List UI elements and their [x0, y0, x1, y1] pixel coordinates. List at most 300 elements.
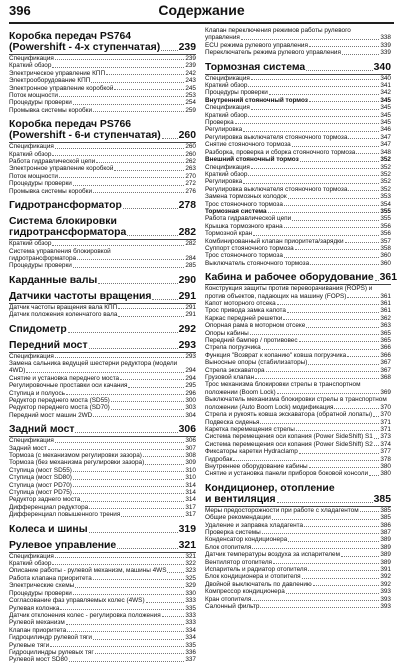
toc-line-text: Тормоза (с механизмом регулировки зазора) [9, 452, 142, 459]
toc-entry[interactable] [205, 245, 391, 252]
toc-entry[interactable] [9, 575, 196, 582]
toc-entry[interactable] [9, 180, 196, 187]
toc-line [9, 424, 196, 435]
toc-page-number: 337 [185, 656, 196, 664]
toc-entry[interactable] [205, 581, 391, 588]
section-title[interactable] [9, 200, 196, 211]
toc-line-text: Рулевой механизм [9, 619, 65, 627]
toc-page-number: 355 [380, 207, 391, 215]
toc-line [205, 164, 391, 171]
dot-leader [309, 467, 380, 468]
toc-entry[interactable] [9, 353, 196, 360]
toc-section [9, 291, 196, 319]
page-header [9, 2, 394, 24]
toc-section [205, 483, 391, 611]
toc-entry[interactable] [205, 596, 391, 603]
toc-page-number: 353 [380, 193, 391, 201]
toc-line-text: Кран отопителя [205, 595, 252, 603]
toc-line-text: Регулировочные проставки оси качания [9, 382, 128, 390]
toc-line [9, 255, 196, 262]
toc-page-number: 356 [380, 222, 391, 230]
toc-page-number: 392 [380, 573, 391, 581]
toc-page-number: 335 [185, 604, 196, 612]
toc-entry[interactable] [9, 567, 196, 574]
dot-leader [284, 205, 379, 206]
dot-leader [347, 297, 379, 298]
toc-entry[interactable] [9, 77, 196, 84]
toc-page-number: 243 [185, 77, 196, 85]
toc-line [205, 330, 391, 337]
toc-entry[interactable] [9, 504, 196, 511]
toc-entry[interactable] [205, 119, 391, 126]
dot-leader [306, 70, 372, 71]
toc-line-text: Конденсатор кондиционера [205, 536, 288, 544]
dot-leader [52, 67, 184, 68]
toc-entry[interactable] [205, 381, 391, 396]
toc-line-text: Регулировка [205, 126, 243, 134]
toc-entry[interactable] [205, 315, 391, 322]
dot-leader [313, 585, 380, 586]
dot-leader [288, 198, 380, 199]
section-title[interactable] [9, 524, 196, 535]
toc-entry[interactable] [9, 634, 196, 641]
toc-line [205, 588, 391, 595]
toc-entry[interactable] [205, 252, 391, 259]
toc-entry[interactable] [205, 456, 391, 463]
dot-leader [106, 74, 184, 75]
toc-page-number: 371 [380, 418, 391, 426]
toc-entry[interactable] [205, 307, 391, 314]
toc-line-text: Датчик частоты вращения вала КПП [9, 303, 118, 311]
toc-line-text: Рулевой мост SD80 [9, 656, 68, 664]
toc-line [9, 324, 196, 335]
toc-entry[interactable] [205, 49, 391, 56]
dot-leader [26, 372, 184, 373]
toc-entry[interactable] [205, 112, 391, 119]
toc-page-number: 338 [380, 34, 391, 42]
dot-leader [345, 242, 380, 243]
section-title[interactable] [9, 540, 196, 551]
toc-entry[interactable] [9, 92, 196, 99]
toc-line-text: Ступица (мост SD80) [9, 474, 72, 482]
toc-entry[interactable] [205, 215, 391, 222]
toc-line-text: Каретка перемещения стрелы [205, 425, 295, 433]
toc-entry[interactable] [9, 489, 196, 496]
toc-line-text: Описание работы - рулевой механизм, машины 4WS [9, 567, 167, 575]
toc-line-text: Опорная рама в моторном отсеке [205, 322, 306, 330]
dot-leader [118, 308, 184, 309]
dot-leader [266, 371, 380, 372]
toc-line-text: Клапан переключения режимов работы рулевого [205, 27, 351, 34]
dot-leader [162, 138, 178, 139]
toc-page-number: 380 [380, 462, 391, 470]
toc-line [205, 315, 391, 322]
page-number: 396 [9, 3, 31, 18]
toc-entry[interactable] [205, 134, 391, 141]
toc-line [9, 390, 196, 397]
toc-entry[interactable] [205, 260, 391, 267]
toc-entry[interactable] [205, 588, 391, 595]
section-title-line: Коробка передач PS766 [9, 119, 132, 131]
dot-leader [243, 183, 379, 184]
toc-entry[interactable] [9, 404, 196, 411]
toc-line-text: Работа гидравлической цепи [9, 158, 96, 166]
toc-line-text: Система перемещения оси копания (Power SideShift) S2 [205, 440, 373, 448]
toc-line [9, 649, 196, 656]
toc-line-text: Кабина и рабочее оборудование [205, 272, 374, 284]
toc-line-text: Спецификация [9, 55, 54, 62]
toc-page-number: 276 [185, 187, 196, 195]
toc-entry[interactable] [205, 171, 391, 178]
toc-entry[interactable] [205, 544, 391, 551]
toc-entry[interactable] [205, 419, 391, 426]
toc-line-text: Процедуры проверки [9, 180, 72, 188]
toc-page-number: 352 [380, 156, 391, 164]
dot-leader [73, 493, 184, 494]
toc-page-number: 348 [380, 148, 391, 156]
toc-entry[interactable] [205, 285, 391, 300]
dot-leader [287, 312, 379, 313]
toc-section [205, 62, 391, 268]
toc-entry[interactable] [9, 496, 196, 503]
toc-entry[interactable] [9, 597, 196, 604]
toc-entry[interactable] [205, 337, 391, 344]
toc-line-text: положении (Auto Boom Lock) модификация [205, 403, 334, 411]
section-entries [9, 436, 196, 518]
toc-entry[interactable] [9, 445, 196, 452]
toc-line [205, 433, 391, 440]
toc-line [9, 240, 196, 247]
dot-leader [95, 653, 185, 654]
toc-line [9, 367, 196, 374]
dot-leader [60, 609, 184, 610]
toc-page-number: 363 [380, 322, 391, 330]
toc-page-number: 335 [185, 641, 196, 649]
toc-line-text: Спецификация [205, 74, 250, 82]
section-title[interactable] [205, 272, 397, 284]
toc-entry[interactable] [205, 230, 391, 237]
toc-entry[interactable] [9, 165, 196, 172]
toc-page-number: 369 [380, 388, 391, 396]
toc-entry[interactable] [205, 300, 391, 307]
toc-line [205, 149, 391, 156]
toc-entry[interactable] [9, 360, 196, 375]
dot-leader [69, 661, 185, 662]
dot-leader [59, 96, 184, 97]
toc-entry[interactable] [205, 89, 391, 96]
toc-page-number: 270 [185, 172, 196, 180]
toc-section [9, 340, 196, 420]
toc-entry[interactable] [205, 27, 391, 42]
toc-line-text: Вентилятор отопителя [205, 558, 273, 566]
toc-line [9, 130, 196, 141]
toc-line-text: управления [205, 34, 240, 42]
section-title[interactable] [9, 275, 196, 286]
section-title[interactable] [9, 216, 196, 238]
toc-entry[interactable] [9, 412, 196, 419]
dot-leader [348, 190, 379, 191]
toc-entry[interactable] [9, 482, 196, 489]
toc-line-text: Клапан приоритета [9, 626, 67, 634]
section-title[interactable] [9, 424, 196, 435]
toc-line [205, 529, 391, 536]
toc-entry[interactable] [9, 62, 196, 69]
toc-entry[interactable] [9, 151, 196, 158]
toc-entry[interactable] [205, 448, 391, 455]
toc-line-text: Двойной выключатель по давлению [205, 580, 312, 588]
toc-line-text: Спецификация [9, 352, 54, 360]
toc-page-number: 260 [178, 130, 196, 142]
toc-line-text: Процедуры проверки [9, 262, 72, 270]
toc-page-number: 370 [380, 403, 391, 411]
toc-entry[interactable] [205, 433, 391, 440]
toc-line [205, 544, 391, 551]
section-title[interactable] [9, 291, 196, 302]
toc-entry[interactable] [9, 582, 196, 589]
section-title[interactable] [9, 119, 196, 141]
toc-page-number: 245 [185, 84, 196, 92]
toc-line-text: Снятие стояночного тормоза [205, 141, 291, 149]
toc-entry[interactable] [9, 397, 196, 404]
section-title[interactable] [9, 31, 196, 53]
dot-leader [356, 153, 379, 154]
toc-entry[interactable] [205, 536, 391, 543]
toc-entry[interactable] [205, 411, 391, 418]
toc-entry[interactable] [9, 240, 196, 247]
toc-line [9, 540, 196, 551]
toc-line [205, 603, 391, 610]
toc-line [205, 97, 391, 104]
toc-entry[interactable] [205, 178, 391, 185]
toc-entry[interactable] [205, 522, 391, 529]
toc-entry[interactable] [205, 82, 391, 89]
toc-entry[interactable] [205, 126, 391, 133]
dot-leader [55, 59, 184, 60]
toc-entry[interactable] [9, 437, 196, 444]
dot-leader [295, 249, 380, 250]
dot-leader [369, 475, 379, 476]
toc-entry[interactable] [9, 173, 196, 180]
toc-entry[interactable] [9, 590, 196, 597]
toc-entry[interactable] [9, 612, 196, 619]
toc-entry[interactable] [9, 390, 196, 397]
toc-entry[interactable] [205, 149, 391, 156]
toc-page-number: 393 [380, 588, 391, 596]
section-title[interactable] [205, 483, 391, 505]
toc-entry[interactable] [9, 85, 196, 92]
toc-entry[interactable] [9, 649, 196, 656]
dot-leader [251, 79, 379, 80]
toc-entry[interactable] [205, 344, 391, 351]
toc-entry[interactable] [205, 396, 391, 411]
toc-line [205, 551, 391, 558]
toc-entry[interactable] [9, 553, 196, 560]
toc-entry[interactable] [9, 467, 196, 474]
toc-entry[interactable] [205, 441, 391, 448]
toc-entry[interactable] [205, 156, 391, 163]
toc-entry[interactable] [9, 107, 196, 114]
toc-page-number: 389 [380, 543, 391, 551]
toc-entry[interactable] [205, 75, 391, 82]
toc-entry[interactable] [205, 330, 391, 337]
toc-line-text: Регулировка [205, 178, 243, 186]
toc-entry[interactable] [9, 656, 196, 663]
toc-entry[interactable] [205, 193, 391, 200]
toc-page-number: 282 [185, 240, 196, 248]
section-title[interactable] [9, 340, 196, 351]
section-entries [9, 303, 196, 319]
toc-line [205, 193, 391, 200]
toc-line [205, 344, 391, 351]
toc-entry[interactable] [205, 573, 391, 580]
dot-leader [48, 449, 185, 450]
toc-line [9, 627, 196, 634]
toc-entry[interactable] [205, 42, 391, 49]
toc-line-text: Блок кондиционера и отопителя [205, 573, 301, 581]
dot-leader [310, 264, 379, 265]
toc-entry[interactable] [205, 104, 391, 111]
toc-entry[interactable] [205, 367, 391, 374]
toc-entry[interactable] [205, 322, 391, 329]
toc-entry[interactable] [205, 186, 391, 193]
toc-line [9, 151, 196, 158]
toc-line-text: Система управления блокировкой [9, 247, 111, 255]
toc-entry[interactable] [205, 359, 391, 366]
dot-leader [243, 131, 379, 132]
toc-entry[interactable] [9, 605, 196, 612]
toc-line-text: Процедуры проверки [205, 89, 268, 97]
toc-page-number: 321 [185, 552, 196, 560]
toc-entry[interactable] [9, 311, 196, 318]
toc-line-text: Трос привода замка капота [205, 307, 286, 315]
toc-line [205, 178, 391, 185]
toc-line [9, 489, 196, 496]
toc-line-text: Подвеска сиденья [205, 418, 260, 426]
toc-line-text: Гидроцилиндры рулевых тяг [9, 648, 94, 656]
toc-entry[interactable] [9, 642, 196, 649]
toc-entry[interactable] [9, 304, 196, 311]
toc-page-number: 347 [380, 141, 391, 149]
toc-entry[interactable] [9, 375, 196, 382]
dot-leader [73, 267, 184, 268]
toc-section [205, 272, 397, 478]
toc-entry[interactable] [205, 97, 391, 104]
toc-page-number: 356 [380, 230, 391, 238]
toc-line-text: Каркас передней решетки [205, 314, 283, 322]
toc-line [205, 441, 391, 448]
toc-page-number: 314 [185, 481, 196, 489]
toc-line [9, 62, 196, 69]
toc-line-text: против объектов, падающих на машину (FOPS) [205, 292, 347, 300]
toc-entry[interactable] [9, 262, 196, 269]
toc-line-text: Выключатель механизма блокировки стрелы в транспортном [205, 396, 387, 404]
toc-entry[interactable] [9, 188, 196, 195]
toc-page-number: 352 [380, 170, 391, 178]
dot-leader [292, 146, 380, 147]
toc-page-number: 391 [380, 566, 391, 573]
toc-page-number: 385 [380, 514, 391, 522]
toc-line [9, 227, 196, 238]
toc-entry[interactable] [9, 143, 196, 150]
toc-line-text: гидротрансформатора [9, 227, 127, 239]
dot-leader [360, 511, 380, 512]
dot-leader [73, 594, 184, 595]
toc-page-number: 334 [185, 626, 196, 634]
toc-page-number: 385 [380, 506, 391, 514]
toc-page-number: 291 [185, 303, 196, 311]
toc-line [205, 581, 391, 588]
toc-entry[interactable] [9, 459, 196, 466]
toc-entry[interactable] [9, 248, 196, 263]
toc-page-number: 300 [185, 396, 196, 404]
toc-page-number: 360 [380, 252, 391, 260]
toc-entry[interactable] [9, 99, 196, 106]
toc-line-text: Краткий обзор [205, 111, 248, 119]
toc-line [205, 104, 391, 111]
toc-entry[interactable] [205, 238, 391, 245]
toc-line-text: Промывка системы коробки [9, 187, 93, 195]
toc-entry[interactable] [205, 470, 391, 477]
toc-line [9, 404, 196, 411]
toc-entry[interactable] [205, 551, 391, 558]
toc-line-text: Дифференциал повышенного трения [9, 511, 121, 519]
toc-line [9, 165, 196, 172]
toc-line-text: Капот моторного отсека [205, 300, 276, 307]
toc-entry[interactable] [9, 382, 196, 389]
toc-line-text: Удаление и заправка хладагента [205, 521, 304, 529]
toc-entry[interactable] [9, 627, 196, 634]
toc-entry[interactable] [9, 511, 196, 518]
dot-leader [252, 600, 379, 601]
toc-entry[interactable] [9, 619, 196, 626]
toc-entry[interactable] [205, 514, 391, 521]
toc-page-number: 294 [185, 367, 196, 375]
toc-line-text: Электрическое управление КПП [9, 69, 106, 77]
toc-entry[interactable] [9, 474, 196, 481]
dot-leader [152, 299, 177, 300]
toc-line [205, 238, 391, 245]
toc-line-text: Дифференциал редуктора [9, 503, 89, 511]
toc-page-number: 373 [380, 433, 391, 441]
toc-line [9, 382, 196, 389]
toc-entry[interactable] [205, 559, 391, 566]
dot-leader [50, 646, 184, 647]
section-title[interactable] [205, 62, 391, 73]
section-title[interactable] [9, 324, 196, 335]
dot-leader [73, 471, 184, 472]
toc-entry[interactable] [205, 426, 391, 433]
toc-entry[interactable] [205, 603, 391, 610]
toc-line [9, 107, 196, 114]
dot-leader [342, 54, 379, 55]
toc-page-number: 272 [185, 180, 196, 188]
toc-line [205, 337, 391, 344]
toc-line [9, 85, 196, 92]
toc-line-text: Гидротрансформатор [9, 200, 122, 212]
toc-page-number: 291 [185, 311, 196, 319]
toc-line-text: Компрессор кондиционера [205, 588, 285, 596]
toc-line-text: Тормозной кран [205, 230, 253, 238]
toc-entry[interactable] [205, 164, 391, 171]
toc-line [9, 504, 196, 511]
dot-leader [67, 631, 184, 632]
toc-entry[interactable] [205, 141, 391, 148]
toc-entry[interactable] [205, 201, 391, 208]
toc-line-text: Переключатель режима рулевого управления [205, 49, 341, 57]
dot-leader [248, 116, 379, 117]
toc-entry[interactable] [205, 529, 391, 536]
toc-line-text: Редуктор переднего моста (SD55) [9, 396, 110, 404]
